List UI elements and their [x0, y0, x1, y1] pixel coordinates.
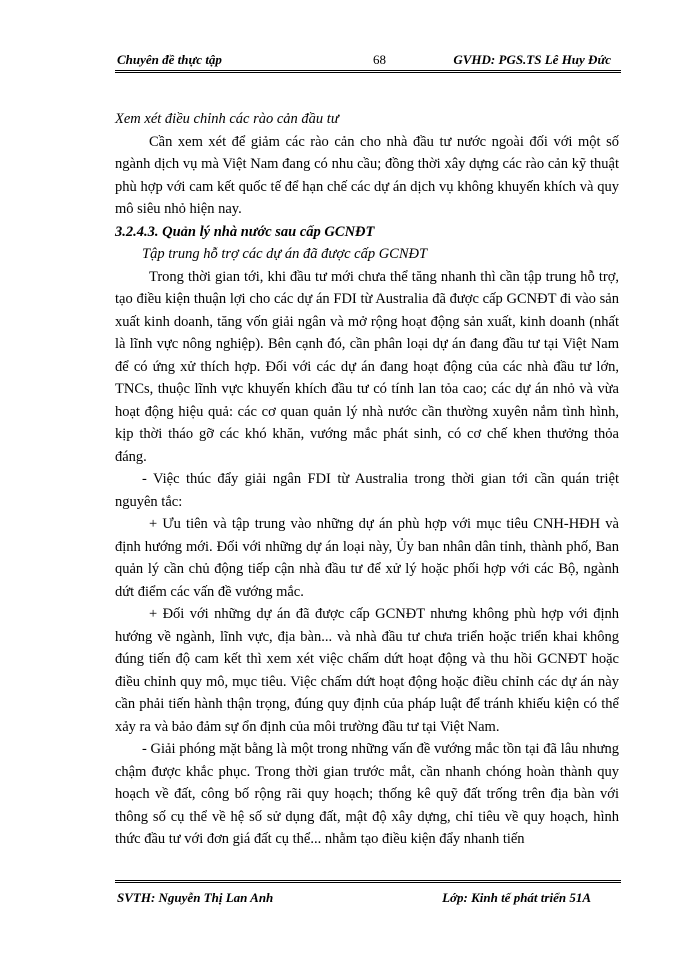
footer-divider [115, 880, 621, 883]
footer-class: Lớp: Kinh tế phát triển 51A [442, 890, 591, 905]
subheading-investment-barriers: Xem xét điều chỉnh các rào cản đầu tư [115, 111, 339, 127]
paragraph: + Đối với những dự án đã được cấp GCNĐT nhưng không phù hợp với định hướng về ngành, lĩnh vực, địa bàn... và nhà đầu tư chưa triển hoặc triển khai không đúng tiến độ cam kết thì xem xét việc chấm dứt hoạt động và thu hồi GCNĐT hoặc điều chỉnh quy mô, mục tiêu. Việc chấm dứt hoạt động hoặc điều chỉnh các dự án này cần phải tiến hành thận trọng, đúng quy định của pháp luật để tránh khiếu kiện có thể xảy ra và bảo đảm sự ổn định của môi trường đầu tư tại Việt Nam. [115, 606, 619, 735]
paragraph: + Ưu tiên và tập trung vào những dự án phù hợp với mục tiêu CNH-HĐH và định hướng mới. Đối với những dự án loại này, Ủy ban nhân dân tỉnh, thành phố, Ban quản lý cần chủ động tiếp cận nhà đầu tư để xử lý hoặc phối hợp với các Bộ, ngành dứt điểm các vấn đề vướng mắc. [115, 516, 619, 600]
header-page-number: 68 [373, 52, 386, 67]
header-advisor: GVHD: PGS.TS Lê Huy Đức [453, 52, 611, 67]
page-body [115, 108, 619, 851]
paragraph: - Việc thúc đẩy giải ngân FDI từ Australia trong thời gian tới cần quán triệt nguyên tắc: [115, 471, 619, 510]
subheading-support-projects: Tập trung hỗ trợ các dự án đã được cấp GCNĐT [142, 246, 428, 262]
section-heading: 3.2.4.3. Quản lý nhà nước sau cấp GCNĐT [115, 223, 375, 240]
header-divider [115, 70, 621, 73]
paragraph: Trong thời gian tới, khi đầu tư mới chưa thể tăng nhanh thì cần tập trung hỗ trợ, tạo điều kiện thuận lợi cho các dự án FDI từ Australia đã được cấp GCNĐT đi vào sản xuất kinh doanh, tăng vốn giải ngân và mở rộng hoạt động sản xuất, kinh doanh (nhất là lĩnh vực nông nghiệp). Bên cạnh đó, cần phân loại dự án đang đầu tư tại Việt Nam để có ứng xử thích hợp. Đối với các dự án đang hoạt động của các nhà đầu tư lớn, TNCs, thuộc lĩnh vực khuyến khích đầu tư có tính lan tỏa cao; các dự án nhỏ và vừa hoạt động hiệu quả: các cơ quan quản lý nhà nước cần thường xuyên nắm tình hình, kịp thời tháo gỡ các khó khăn, vướng mắc phát sinh, có cơ chế khen thưởng thỏa đáng. [115, 268, 619, 465]
footer-student: SVTH: Nguyễn Thị Lan Anh [117, 890, 274, 905]
header-document-title: Chuyên đề thực tập [117, 52, 222, 67]
paragraph: - Giải phóng mặt bằng là một trong những vấn đề vướng mắc tồn tại đã lâu nhưng chậm được khắc phục. Trong thời gian trước mắt, cần nhanh chóng hoàn thành quy hoạch về đất, công bố rộng rãi quy hoạch; thống kê quỹ đất trống trên địa bàn với thông số cụ thể về hệ số sử dụng đất, mật độ xây dựng, chỉ tiêu về quy hoạch, hình thức đầu tư với đơn giá đất cụ thể... nhằm tạo điều kiện đẩy nhanh tiến [115, 741, 619, 847]
paragraph: Cần xem xét để giảm các rào cản cho nhà đầu tư nước ngoài đối với một số ngành dịch vụ mà Việt Nam đang có nhu cầu; đồng thời xây dựng các rào cản kỹ thuật phù hợp với cam kết quốc tế để hạn chế các dự án dịch vụ không khuyến khích và quy mô siêu nhỏ hiện nay. [115, 133, 619, 217]
page-header [115, 52, 615, 72]
